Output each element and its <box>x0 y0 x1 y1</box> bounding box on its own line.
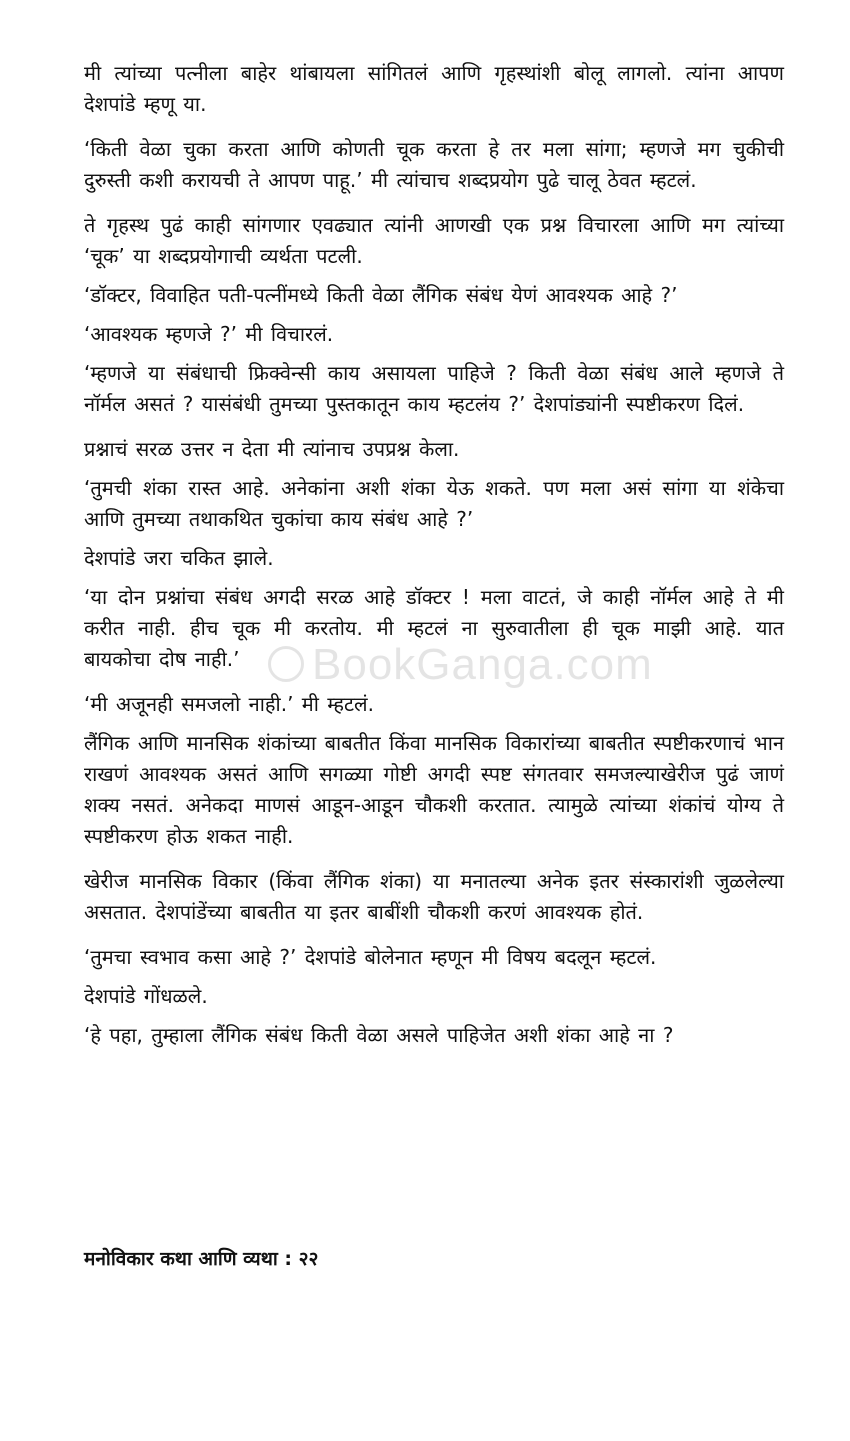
paragraph-15: देशपांडे गोंधळले. <box>84 984 208 1008</box>
body-text <box>84 58 784 1059</box>
paragraph-11: ‘मी अजूनही समजलो नाही.’ मी म्हटलं. <box>84 692 374 716</box>
paragraph-13: खेरीज मानसिक विकार (किंवा लैंगिक शंका) या मनातल्या अनेक इतर संस्कारांशी जुळलेल्या असतात. देशपांडेंच्या बाबतीत या इतर बाबींशी चौकशी करणं आवश्यक होतं. <box>84 869 784 924</box>
paragraph-6: ‘म्हणजे या संबंधाची फ्रिक्वेन्सी काय असायला पाहिजे ? किती वेळा संबंध आले म्हणजे ते नॉर्मल असतं ? यासंबंधी तुमच्या पुस्तकातून काय म्हटलंय ?’ देशपांड्यांनी स्पष्टीकरण दिलं. <box>84 361 784 416</box>
paragraph-7: प्रश्नाचं सरळ उत्तर न देता मी त्यांनाच उपप्रश्न केला. <box>84 437 460 461</box>
paragraph-3: ते गृहस्थ पुढं काही सांगणार एवढ्यात त्यांनी आणखी एक प्रश्न विचारला आणि मग त्यांच्या ‘चूक’ या शब्दप्रयोगाची व्यर्थता पटली. <box>84 213 784 268</box>
paragraph-5: ‘आवश्यक म्हणजे ?’ मी विचारलं. <box>84 322 334 346</box>
watermark-text: BookGanga.com <box>312 640 653 689</box>
paragraph-1: मी त्यांच्या पत्नीला बाहेर थांबायला सांगितलं आणि गृहस्थांशी बोलू लागलो. त्यांना आपण देशपांडे म्हणू या. <box>84 61 784 116</box>
paragraph-14: ‘तुमचा स्वभाव कसा आहे ?’ देशपांडे बोलेनात म्हणून मी विषय बदलून म्हटलं. <box>84 945 657 969</box>
paragraph-9: देशपांडे जरा चकित झाले. <box>84 546 274 570</box>
paragraph-2: ‘किती वेळा चुका करता आणि कोणती चूक करता हे तर मला सांगा; म्हणजे मग चुकीची दुरुस्ती कशी करायची ते आपण पाहू.’ मी त्यांचाच शब्दप्रयोग पुढे चालू ठेवत म्हटलं. <box>84 137 784 192</box>
running-footer: मनोविकार कथा आणि व्यथा : २२ <box>84 1248 319 1270</box>
paragraph-4: ‘डॉक्टर, विवाहित पती-पत्नींमध्ये किती वेळा लैंगिक संबंध येणं आवश्यक आहे ?’ <box>84 283 678 307</box>
paragraph-10: ‘या दोन प्रश्नांचा संबंध अगदी सरळ आहे डॉक्टर ! मला वाटतं, जे काही नॉर्मल आहे ते मी करीत नाही. हीच चूक मी करतोय. मी म्हटलं ना सुरुवातीला ही चूक माझी आहे. यात बायकोचा दोष नाही.’ <box>84 585 784 671</box>
paragraph-8: ‘तुमची शंका रास्त आहे. अनेकांना अशी शंका येऊ शकते. पण मला असं सांगा या शंकेचा आणि तुमच्या तथाकथित चुकांचा काय संबंध आहे ?’ <box>84 476 784 531</box>
paragraph-16: ‘हे पहा, तुम्हाला लैंगिक संबंध किती वेळा असले पाहिजेत अशी शंका आहे ना ? <box>84 1023 674 1047</box>
paragraph-12: लैंगिक आणि मानसिक शंकांच्या बाबतीत किंवा मानसिक विकारांच्या बाबतीत स्पष्टीकरणाचं भान राखणं आवश्यक असतं आणि सगळ्या गोष्टी अगदी स्पष्ट संगतवार समजल्याखेरीज पुढं जाणं शक्य नसतं. अनेकदा माणसं आडून-आडून चौकशी करतात. त्यामुळे त्यांच्या शंकांचं योग्य ते स्पष्टीकरण होऊ शकत नाही. <box>84 731 784 848</box>
